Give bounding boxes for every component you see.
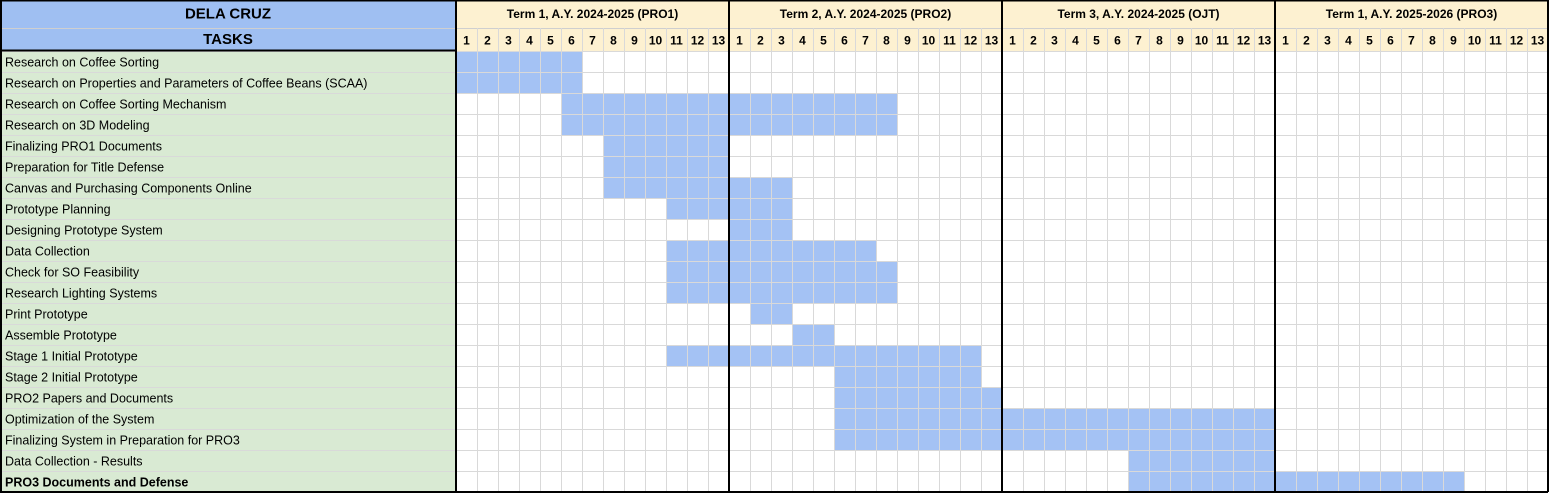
week-number: 12 <box>690 33 705 48</box>
task-bar <box>834 429 1275 450</box>
week-number: 4 <box>1345 33 1352 48</box>
task-name: PRO2 Papers and Documents <box>5 391 174 406</box>
week-number: 5 <box>547 33 554 48</box>
week-number: 6 <box>841 33 848 48</box>
week-number: 11 <box>1489 33 1502 48</box>
week-number: 9 <box>631 33 638 48</box>
task-name: Data Collection <box>5 244 90 259</box>
task-name: Designing Prototype System <box>5 223 163 238</box>
term-header: Term 2, A.Y. 2024-2025 (PRO2) <box>779 7 952 21</box>
task-name: Research on 3D Modeling <box>5 118 150 133</box>
task-name: Assemble Prototype <box>5 328 117 343</box>
task-bar <box>666 345 981 366</box>
week-number: 6 <box>1387 33 1394 48</box>
task-name: Check for SO Feasibility <box>5 265 140 280</box>
week-number: 4 <box>1072 33 1079 48</box>
person-name: DELA CRUZ <box>184 5 272 23</box>
task-name: Research on Properties and Parameters of Coffee Beans (SCAA) <box>5 76 368 91</box>
task-name: Finalizing System in Preparation for PRO3 <box>5 433 240 448</box>
week-number: 8 <box>1156 33 1163 48</box>
task-name: Stage 2 Initial Prototype <box>5 370 138 385</box>
week-number: 3 <box>1324 33 1331 48</box>
task-bar <box>1128 450 1275 471</box>
week-number: 10 <box>921 33 936 48</box>
week-number: 2 <box>1030 33 1037 48</box>
week-number: 11 <box>670 33 683 48</box>
week-number: 10 <box>1194 33 1209 48</box>
task-name: Canvas and Purchasing Components Online <box>5 181 252 196</box>
week-number: 1 <box>736 33 743 48</box>
week-number: 12 <box>1509 33 1524 48</box>
task-bar <box>729 219 792 240</box>
week-number: 4 <box>526 33 533 48</box>
week-number: 13 <box>711 33 726 48</box>
task-name: Data Collection - Results <box>5 454 143 469</box>
term-header: Term 3, A.Y. 2024-2025 (OJT) <box>1057 7 1220 21</box>
week-number: 11 <box>943 33 956 48</box>
week-number: 4 <box>799 33 806 48</box>
task-name: Print Prototype <box>5 307 88 322</box>
week-number: 13 <box>1530 33 1545 48</box>
task-name: Research on Coffee Sorting Mechanism <box>5 97 227 112</box>
week-number: 2 <box>757 33 764 48</box>
week-number: 6 <box>1114 33 1121 48</box>
task-name: Optimization of the System <box>5 412 155 427</box>
task-name: Research Lighting Systems <box>5 286 158 301</box>
week-number: 7 <box>589 33 596 48</box>
task-name: Research on Coffee Sorting <box>5 55 160 70</box>
task-name: Prototype Planning <box>5 202 111 217</box>
week-number: 5 <box>820 33 827 48</box>
tasks-header: TASKS <box>203 31 253 48</box>
week-number: 7 <box>1408 33 1415 48</box>
term-header: Term 1, A.Y. 2025-2026 (PRO3) <box>1325 7 1498 21</box>
week-number: 9 <box>1177 33 1184 48</box>
week-number: 8 <box>610 33 617 48</box>
task-bar <box>834 366 981 387</box>
task-name: Stage 1 Initial Prototype <box>5 349 138 364</box>
week-number: 12 <box>963 33 978 48</box>
week-number: 1 <box>463 33 470 48</box>
week-number: 10 <box>648 33 663 48</box>
week-number: 10 <box>1467 33 1482 48</box>
week-number: 6 <box>568 33 575 48</box>
week-number: 3 <box>1051 33 1058 48</box>
week-number: 11 <box>1216 33 1229 48</box>
week-number: 7 <box>1135 33 1142 48</box>
week-number: 12 <box>1236 33 1251 48</box>
term-header: Term 1, A.Y. 2024-2025 (PRO1) <box>506 7 679 21</box>
task-name: Preparation for Title Defense <box>5 160 165 175</box>
week-number: 5 <box>1366 33 1373 48</box>
week-number: 9 <box>904 33 911 48</box>
week-number: 7 <box>862 33 869 48</box>
task-bar <box>834 408 1275 429</box>
week-number: 5 <box>1093 33 1100 48</box>
task-bar <box>666 282 897 303</box>
week-number: 1 <box>1282 33 1289 48</box>
week-number: 8 <box>1429 33 1436 48</box>
week-number: 13 <box>984 33 999 48</box>
week-number: 2 <box>1303 33 1310 48</box>
week-number: 3 <box>505 33 512 48</box>
task-name: Finalizing PRO1 Documents <box>5 139 163 154</box>
week-number: 3 <box>778 33 785 48</box>
task-name: PRO3 Documents and Defense <box>5 475 189 490</box>
task-bar <box>666 261 897 282</box>
week-number: 2 <box>484 33 491 48</box>
week-number: 9 <box>1450 33 1457 48</box>
week-number: 1 <box>1009 33 1016 48</box>
week-number: 13 <box>1257 33 1272 48</box>
task-bar <box>603 177 792 198</box>
week-number: 8 <box>883 33 890 48</box>
